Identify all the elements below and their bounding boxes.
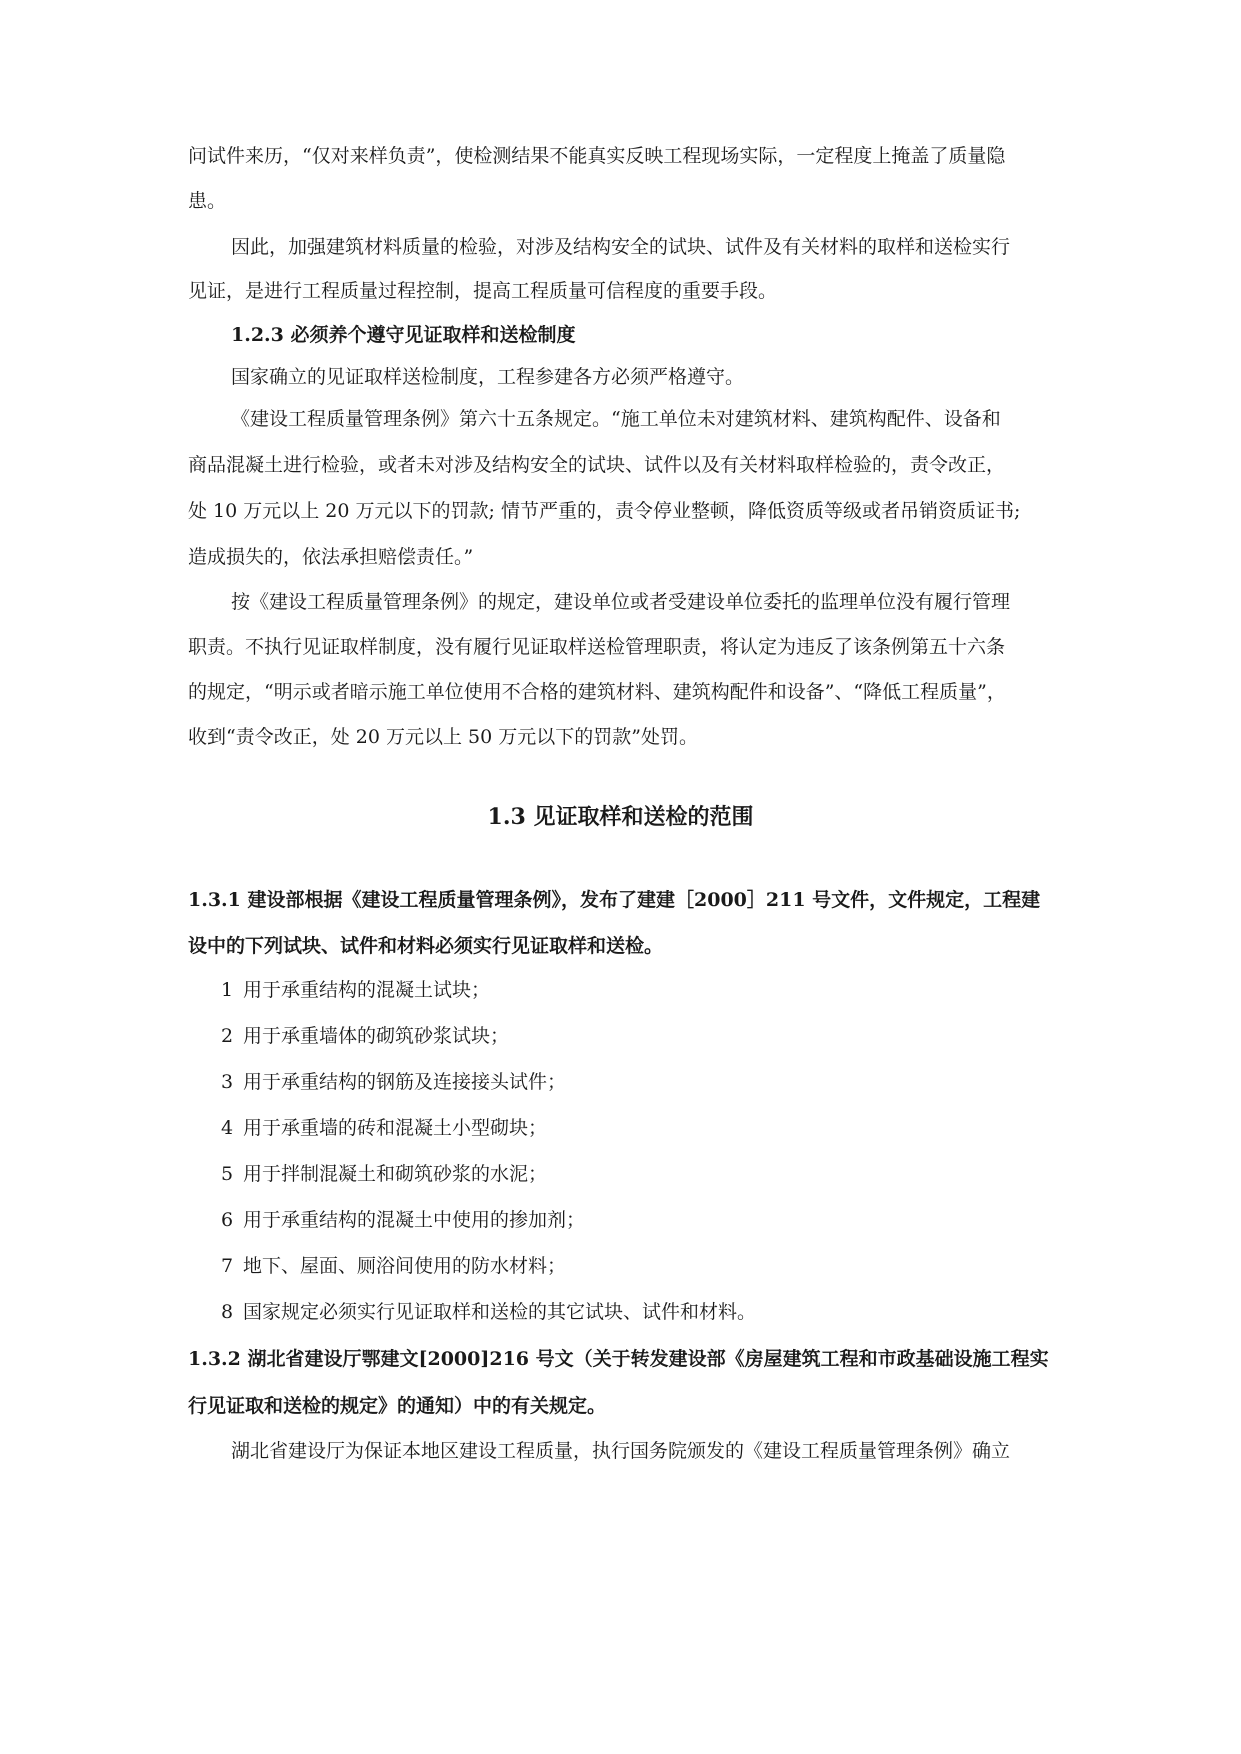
list-text: 用于承重结构的混凝土试块； bbox=[243, 979, 491, 1001]
paragraph-5-line-2: 职责。不执行见证取样制度，没有履行见证取样送检管理职责，将认定为违反了该条例第五十六条 bbox=[188, 636, 1006, 658]
list-text: 国家规定必须实行见证取样和送检的其它试块、试件和材料。 bbox=[243, 1301, 757, 1323]
list-item bbox=[221, 1022, 509, 1050]
list-number: 6 bbox=[221, 1209, 234, 1231]
list-item bbox=[221, 1160, 547, 1188]
list-text: 用于承重墙体的砌筑砂浆试块； bbox=[243, 1025, 510, 1047]
heading-1-3-2-line-1: 1.3.2 湖北省建设厅鄂建文[2000]216 号文（关于转发建设部《房屋建筑工程和市政基础设施工程实 bbox=[188, 1348, 1049, 1370]
paragraph-5-line-4: 收到“责令改正，处 20 万元以上 50 万元以下的罚款”处罚。 bbox=[188, 726, 698, 748]
paragraph-5-line-3: 的规定，“明示或者暗示施工单位使用不合格的建筑材料、建筑构配件和设备”、“降低工程质量”， bbox=[188, 681, 1006, 703]
list-number: 5 bbox=[221, 1163, 234, 1185]
list-number: 1 bbox=[221, 979, 234, 1001]
heading-1-2-3: 1.2.3 必须养个遵守见证取样和送检制度 bbox=[231, 324, 576, 346]
heading-1-3-2-line-2: 行见证取和送检的规定》的通知）中的有关规定。 bbox=[188, 1395, 607, 1417]
list-item bbox=[221, 976, 490, 1004]
list-number: 2 bbox=[221, 1025, 234, 1047]
paragraph-4-line-3: 处 10 万元以上 20 万元以下的罚款; 情节严重的，责令停业整顿，降低资质等级或者吊销资质证书; bbox=[188, 500, 1021, 522]
list-item bbox=[221, 1298, 756, 1326]
paragraph-4-line-4: 造成损失的，依法承担赔偿责任。” bbox=[188, 546, 474, 568]
list-item bbox=[221, 1206, 585, 1234]
list-number: 8 bbox=[221, 1301, 234, 1323]
paragraph-6: 湖北省建设厅为保证本地区建设工程质量，执行国务院颁发的《建设工程质量管理条例》确立 bbox=[231, 1440, 1011, 1462]
list-number: 7 bbox=[221, 1255, 234, 1277]
paragraph-5-line-1: 按《建设工程质量管理条例》的规定，建设单位或者受建设单位委托的监理单位没有履行管理 bbox=[231, 591, 1011, 613]
paragraph-1-line-1: 问试件来历，“仅对来样负责”，使检测结果不能真实反映工程现场实际，一定程度上掩盖了质量隐 bbox=[188, 145, 1006, 167]
list-number: 4 bbox=[221, 1117, 234, 1139]
list-text: 用于拌制混凝土和砌筑砂浆的水泥； bbox=[243, 1163, 548, 1185]
paragraph-2-line-1: 因此，加强建筑材料质量的检验，对涉及结构安全的试块、试件及有关材料的取样和送检实行 bbox=[231, 236, 1011, 258]
heading-1-3-1-line-1: 1.3.1 建设部根据《建设工程质量管理条例》，发布了建建［2000］211 号文件，文件规定，工程建 bbox=[188, 889, 1041, 911]
section-1-3-title: 1.3 见证取样和送检的范围 bbox=[487, 804, 754, 830]
paragraph-2-line-2: 见证，是进行工程质量过程控制，提高工程质量可信程度的重要手段。 bbox=[188, 280, 778, 302]
list-item bbox=[221, 1252, 566, 1280]
paragraph-4-line-1: 《建设工程质量管理条例》第六十五条规定。“施工单位未对建筑材料、建筑构配件、设备和 bbox=[231, 408, 1001, 430]
paragraph-3: 国家确立的见证取样送检制度，工程参建各方必须严格遵守。 bbox=[231, 366, 745, 388]
list-item bbox=[221, 1068, 566, 1096]
list-item bbox=[221, 1114, 547, 1142]
list-number: 3 bbox=[221, 1071, 234, 1093]
list-text: 用于承重结构的钢筋及连接接头试件； bbox=[243, 1071, 567, 1093]
heading-1-3-1-line-2: 设中的下列试块、试件和材料必须实行见证取样和送检。 bbox=[188, 935, 664, 957]
paragraph-1-line-2: 患。 bbox=[188, 190, 227, 212]
list-text: 地下、屋面、厕浴间使用的防水材料； bbox=[243, 1255, 567, 1277]
paragraph-4-line-2: 商品混凝土进行检验，或者未对涉及结构安全的试块、试件以及有关材料取样检验的，责令改正， bbox=[188, 454, 1006, 476]
list-text: 用于承重墙的砖和混凝土小型砌块； bbox=[243, 1117, 548, 1139]
list-text: 用于承重结构的混凝土中使用的掺加剂； bbox=[243, 1209, 586, 1231]
